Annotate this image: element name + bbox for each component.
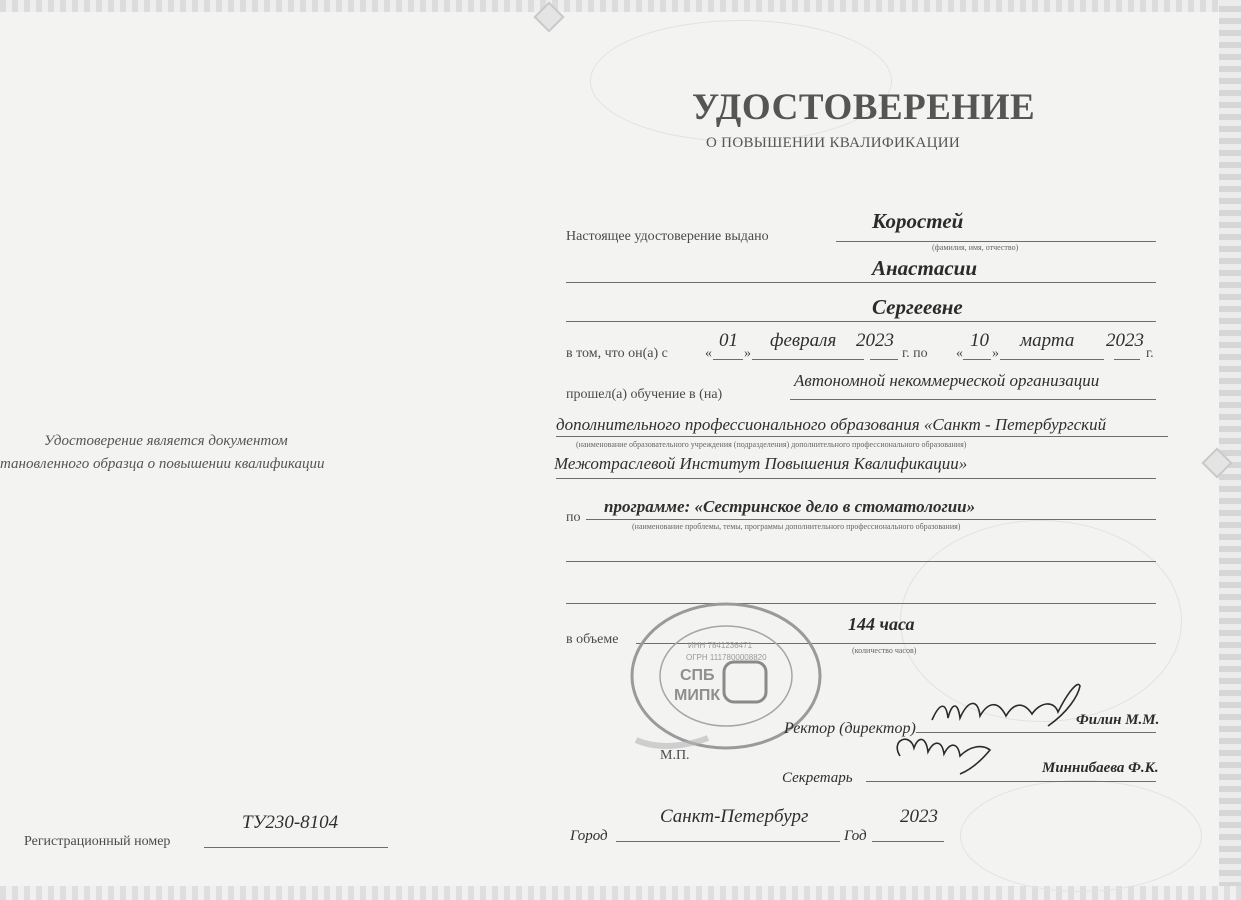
rector-signature — [928, 672, 1088, 732]
patronymic-line — [566, 321, 1156, 322]
program-extra-line-1 — [566, 561, 1156, 562]
rector-name: Филин М.М. — [1076, 712, 1160, 728]
secretary-signature-line — [866, 781, 1156, 782]
issued-to-label: Настоящее удостоверение выдано — [566, 229, 769, 244]
surname: Коростей — [872, 209, 964, 233]
quote-close: » — [744, 346, 751, 361]
institution-line3: Межотраслевой Институт Повышения Квалификации» — [554, 454, 968, 473]
institution-line-3 — [556, 478, 1156, 479]
city-line — [616, 841, 840, 842]
period-prefix: в том, что он(а) с — [566, 346, 668, 361]
registration-line — [204, 847, 388, 848]
volume-hint: (количество часов) — [852, 646, 917, 655]
registration-number: ТУ230-8104 — [242, 812, 339, 833]
quote-close-2: » — [992, 346, 999, 361]
decorative-border-top — [0, 0, 1241, 12]
secretary-label: Секретарь — [782, 770, 853, 786]
seal-label: М.П. — [660, 748, 690, 763]
to-day: 10 — [970, 330, 989, 351]
left-note-line1: Удостоверение является документом — [44, 433, 288, 449]
institution-line-1 — [790, 399, 1156, 400]
registration-label: Регистрационный номер — [24, 834, 171, 849]
institution-hint: (наименование образовательного учреждения (подразделения) дополнительного профессионального образования) — [576, 440, 967, 449]
institution-line-2 — [556, 436, 1168, 437]
institution-line2: дополнительного профессионального образования «Санкт - Петербургский — [556, 415, 1107, 434]
program-text: программе: «Сестринское дело в стоматологии» — [604, 497, 976, 516]
program-line — [586, 519, 1156, 520]
to-month-line — [1000, 359, 1104, 360]
year-value: 2023 — [900, 806, 938, 827]
certificate-title: УДОСТОВЕРЕНИЕ — [692, 87, 1036, 128]
to-year: 2023 — [1106, 330, 1144, 351]
from-year-line — [870, 359, 898, 360]
from-day: 01 — [719, 330, 738, 351]
quote-open: « — [705, 346, 712, 361]
certificate-subtitle: О ПОВЫШЕНИИ КВАЛИФИКАЦИИ — [706, 135, 960, 151]
year-line — [872, 841, 944, 842]
from-month: февраля — [770, 330, 837, 351]
secretary-name: Миннибаева Ф.К. — [1042, 760, 1159, 776]
surname-line — [836, 241, 1156, 242]
year-suffix-2: г. — [1146, 346, 1154, 361]
city-label: Город — [570, 828, 608, 844]
quote-open-2: « — [956, 346, 963, 361]
decorative-border-right — [1219, 0, 1241, 900]
secretary-signature — [890, 726, 1000, 776]
city-value: Санкт-Петербург — [660, 806, 809, 827]
patronymic: Сергеевне — [872, 295, 963, 319]
from-day-line — [713, 359, 743, 360]
first-name: Анастасии — [872, 256, 977, 280]
trained-label: прошел(а) обучение в (на) — [566, 387, 723, 402]
year-label: Год — [844, 828, 867, 844]
stamp-ogrn: ОГРН 1117800008820 — [686, 653, 767, 662]
volume-label: в объеме — [566, 632, 619, 647]
from-year: 2023 — [856, 330, 894, 351]
to-month: марта — [1020, 330, 1075, 351]
to-day-line — [963, 359, 991, 360]
stamp-center-line1: СПБ — [680, 667, 715, 684]
institution-line1: Автономной некоммерческой организации — [794, 371, 1100, 390]
left-note-line2: тановленного образца о повышении квалификации — [0, 456, 325, 472]
volume-value: 144 часа — [848, 614, 915, 634]
program-hint: (наименование проблемы, темы, программы дополнительного профессионального образования) — [632, 522, 961, 531]
from-month-line — [752, 359, 864, 360]
to-year-line — [1114, 359, 1140, 360]
year-suffix-1: г. по — [902, 346, 928, 361]
stamp-center-line2: МИПК — [674, 687, 721, 704]
name-hint: (фамилия, имя, отчество) — [932, 243, 1019, 252]
program-label: по — [566, 510, 581, 525]
first-name-line — [566, 282, 1156, 283]
stamp-inn: ИНН 7841236471 — [688, 641, 753, 650]
rector-label: Ректор (директор) — [784, 720, 916, 737]
guilloche-pattern — [960, 780, 1202, 892]
